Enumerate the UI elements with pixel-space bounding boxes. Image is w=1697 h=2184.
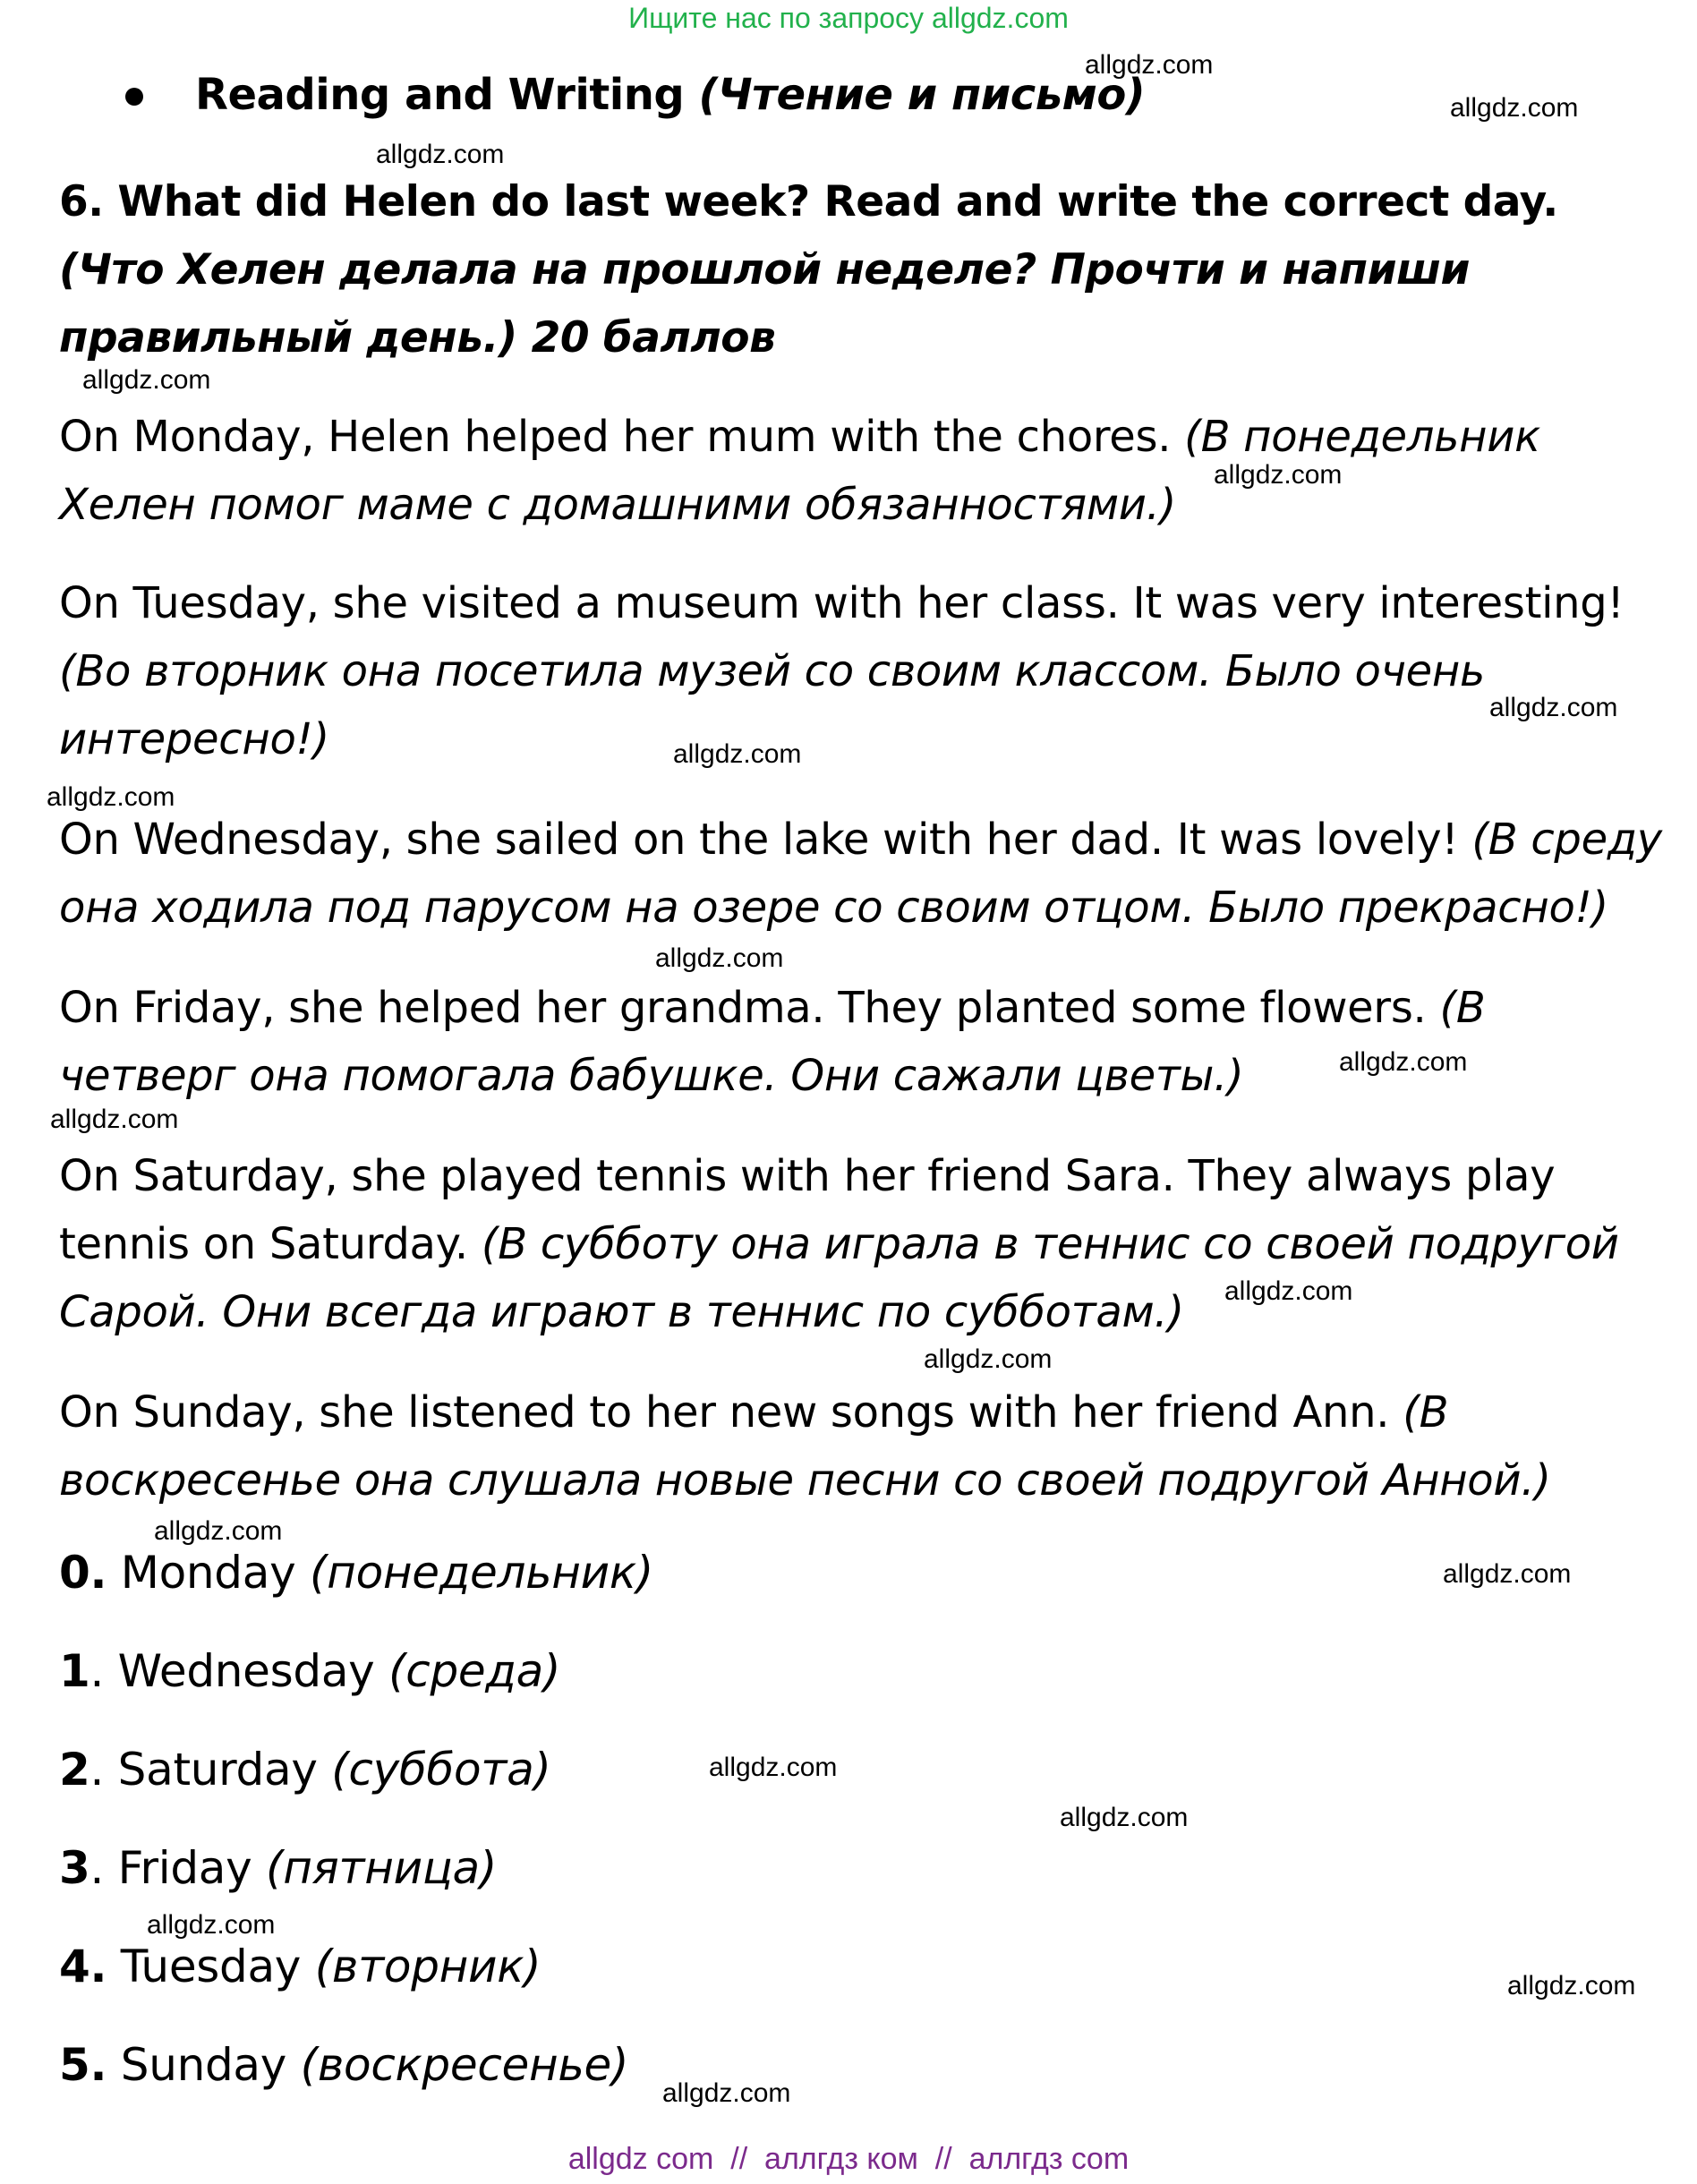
- answer-day: . Wednesday: [90, 1645, 389, 1697]
- watermark: allgdz.com: [147, 1910, 276, 1940]
- paragraph-tuesday: [59, 569, 1670, 773]
- paragraph-en: On Saturday, she played tennis with her friend Sara. They always play tennis on Saturday.: [59, 1151, 1556, 1269]
- paragraph-wednesday: [59, 806, 1670, 942]
- paragraph-en: On Tuesday, she visited a museum with her class. It was very interesting!: [59, 578, 1625, 628]
- search-banner: Ищите нас по запросу allgdz.com: [628, 2, 1069, 34]
- answer-number: 1: [59, 1645, 90, 1697]
- answer-ru: (суббота): [331, 1744, 551, 1796]
- paragraph-ru: (В субботу она играла в теннис со своей подругой Сарой. Они всегда играют в теннис по субботам.): [59, 1219, 1619, 1337]
- section-heading: [195, 70, 1145, 120]
- answer-3: [59, 1842, 497, 1894]
- answer-5: [59, 2039, 628, 2091]
- watermark: allgdz.com: [673, 739, 802, 769]
- paragraph-ru: (В воскресенье она слушала новые песни со своей подругой Анной.): [59, 1387, 1551, 1506]
- paragraph-en: On Wednesday, she sailed on the lake with her dad. It was lovely!: [59, 815, 1472, 865]
- bottom-links[interactable]: allgdz com // аллгдз ком // аллгдз com: [567, 2142, 1130, 2176]
- task-heading: [59, 168, 1661, 372]
- watermark: allgdz.com: [50, 1105, 179, 1134]
- answer-day: . Friday: [90, 1842, 267, 1894]
- answer-2: [59, 1744, 551, 1796]
- watermark: allgdz.com: [655, 943, 784, 973]
- answer-number: 4.: [59, 1941, 107, 1992]
- answer-number: 0.: [59, 1547, 107, 1599]
- answer-number: 3: [59, 1842, 90, 1894]
- answer-day: . Saturday: [90, 1744, 332, 1796]
- bullet-icon: [125, 88, 143, 106]
- answer-number: 2: [59, 1744, 90, 1796]
- task-text-en: 6. What did Helen do last week? Read and write the correct day.: [59, 177, 1558, 226]
- paragraph-en: On Sunday, she listened to her new songs with her friend Ann.: [59, 1387, 1403, 1438]
- paragraph-ru: (Во вторник она посетила музей со своим классом. Было очень интересно!): [59, 646, 1485, 764]
- watermark: allgdz.com: [662, 2078, 791, 2108]
- answer-ru: (пятница): [266, 1842, 498, 1894]
- watermark: allgdz.com: [1214, 460, 1343, 490]
- watermark: allgdz.com: [1060, 1803, 1189, 1832]
- watermark: allgdz.com: [1443, 1559, 1572, 1589]
- answer-day: Monday: [107, 1547, 310, 1599]
- answer-ru: (среда): [388, 1645, 561, 1697]
- paragraph-en: On Monday, Helen helped her mum with the chores.: [59, 412, 1185, 462]
- answer-number: 5.: [59, 2039, 107, 2091]
- answer-ru: (понедельник): [309, 1547, 653, 1599]
- paragraph-ru: (В понедельник Хелен помог маме с домашними обязанностями.): [59, 412, 1540, 530]
- watermark: allgdz.com: [376, 140, 505, 169]
- answer-ru: (вторник): [314, 1941, 542, 1992]
- paragraph-friday: [59, 974, 1670, 1110]
- watermark: allgdz.com: [154, 1516, 283, 1546]
- answer-0: [59, 1547, 653, 1599]
- watermark: allgdz.com: [1489, 693, 1618, 722]
- watermark: allgdz.com: [709, 1753, 838, 1782]
- watermark: allgdz.com: [1450, 93, 1579, 123]
- watermark: allgdz.com: [1085, 50, 1214, 80]
- answer-day: Tuesday: [107, 1941, 315, 1992]
- watermark: allgdz.com: [1507, 1971, 1636, 2001]
- watermark: allgdz.com: [47, 782, 175, 812]
- paragraph-saturday: [59, 1142, 1670, 1346]
- paragraph-monday: [59, 403, 1670, 539]
- task-text-ru: (Что Хелен делала на прошлой неделе? Прочти и напиши правильный день.) 20 баллов: [59, 245, 1470, 363]
- watermark: allgdz.com: [1339, 1047, 1468, 1077]
- paragraph-sunday: [59, 1378, 1670, 1514]
- watermark: allgdz.com: [1224, 1276, 1353, 1306]
- paragraph-ru: (В среду она ходила под парусом на озере со своим отцом. Было прекрасно!): [59, 815, 1662, 933]
- section-title-en: Reading and Writing: [195, 70, 699, 120]
- watermark: allgdz.com: [82, 365, 211, 395]
- paragraph-ru: (В четверг она помогала бабушке. Они сажали цветы.): [59, 983, 1486, 1101]
- watermark: allgdz.com: [924, 1344, 1053, 1374]
- answer-day: Sunday: [107, 2039, 301, 2091]
- answer-ru: (воскресенье): [300, 2039, 629, 2091]
- answer-1: [59, 1645, 560, 1697]
- paragraph-en: On Friday, she helped her grandma. They planted some flowers.: [59, 983, 1440, 1033]
- section-title-ru: (Чтение и письмо): [698, 70, 1146, 120]
- answer-4: [59, 1941, 541, 1992]
